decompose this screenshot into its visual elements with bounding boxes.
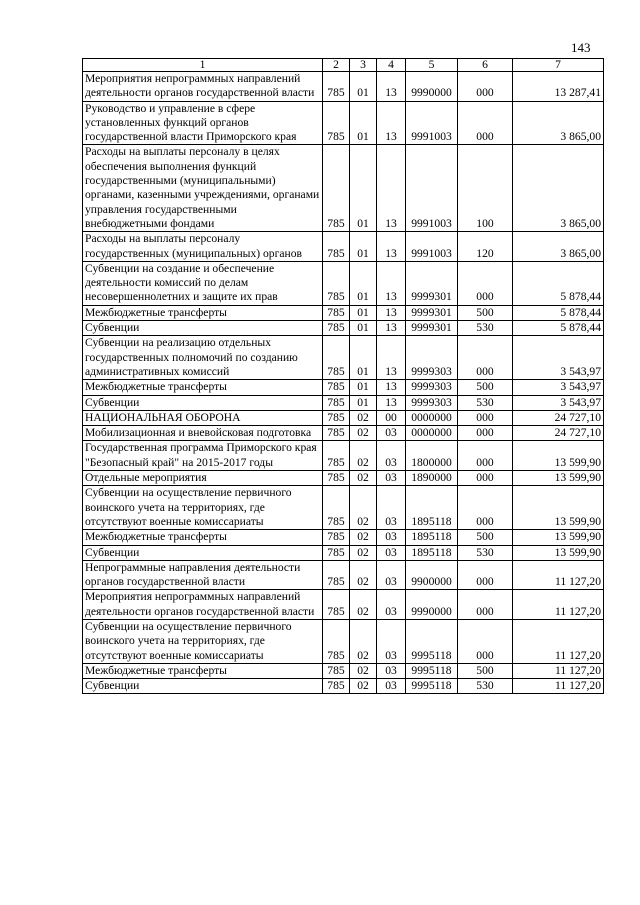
row-code-3: 02 [350, 679, 377, 694]
row-code-4: 13 [377, 101, 406, 145]
table-row [83, 380, 604, 395]
row-code-2: 785 [323, 530, 350, 545]
row-amount: 11 127,20 [513, 679, 604, 694]
table-row [83, 560, 604, 590]
row-code-3: 01 [350, 395, 377, 410]
column-header: 5 [406, 59, 458, 72]
row-code-5: 1895118 [406, 530, 458, 545]
row-amount: 13 599,90 [513, 545, 604, 560]
row-code-4: 13 [377, 336, 406, 380]
row-code-3: 02 [350, 545, 377, 560]
row-code-5: 9990000 [406, 72, 458, 102]
row-name: Мероприятия непрограммных направлений деятельности органов государственной власти [83, 72, 323, 102]
row-amount: 3 865,00 [513, 145, 604, 232]
column-header: 7 [513, 59, 604, 72]
row-code-4: 13 [377, 145, 406, 232]
row-code-6: 000 [458, 486, 513, 530]
row-code-2: 785 [323, 426, 350, 441]
row-code-3: 01 [350, 145, 377, 232]
row-amount: 3 543,97 [513, 395, 604, 410]
row-code-2: 785 [323, 336, 350, 380]
row-code-3: 02 [350, 441, 377, 471]
row-amount: 13 599,90 [513, 441, 604, 471]
row-code-4: 03 [377, 486, 406, 530]
row-code-6: 000 [458, 441, 513, 471]
row-amount: 24 727,10 [513, 410, 604, 425]
row-code-6: 530 [458, 321, 513, 336]
row-code-5: 9991003 [406, 232, 458, 262]
row-code-2: 785 [323, 395, 350, 410]
row-code-6: 000 [458, 410, 513, 425]
row-code-6: 000 [458, 590, 513, 620]
row-name: Субвенции [83, 321, 323, 336]
row-code-6: 530 [458, 679, 513, 694]
row-name: Субвенции на реализацию отдельных государственных полномочий по созданию административных комиссий [83, 336, 323, 380]
row-code-5: 9995118 [406, 619, 458, 663]
row-code-5: 9991003 [406, 101, 458, 145]
row-code-5: 9999303 [406, 336, 458, 380]
row-code-4: 13 [377, 232, 406, 262]
row-code-4: 13 [377, 261, 406, 305]
table-row [83, 321, 604, 336]
row-amount: 24 727,10 [513, 426, 604, 441]
row-amount: 3 543,97 [513, 336, 604, 380]
row-code-5: 1800000 [406, 441, 458, 471]
table-row [83, 305, 604, 320]
table-row [83, 336, 604, 380]
row-code-3: 01 [350, 261, 377, 305]
table-row [83, 486, 604, 530]
table-row [83, 395, 604, 410]
row-code-6: 530 [458, 395, 513, 410]
row-code-3: 01 [350, 101, 377, 145]
row-code-3: 01 [350, 232, 377, 262]
table-row [83, 232, 604, 262]
row-amount: 13 287,41 [513, 72, 604, 102]
row-amount: 11 127,20 [513, 663, 604, 678]
table-row [83, 145, 604, 232]
row-code-2: 785 [323, 380, 350, 395]
table-row [83, 261, 604, 305]
row-code-6: 000 [458, 426, 513, 441]
row-code-2: 785 [323, 321, 350, 336]
row-name: Субвенции [83, 679, 323, 694]
row-amount: 5 878,44 [513, 261, 604, 305]
row-code-2: 785 [323, 590, 350, 620]
row-code-5: 9999301 [406, 261, 458, 305]
row-code-3: 01 [350, 305, 377, 320]
row-name: Субвенции на создание и обеспечение деятельности комиссий по делам несовершеннолетних и защите их прав [83, 261, 323, 305]
row-code-2: 785 [323, 72, 350, 102]
row-amount: 3 865,00 [513, 101, 604, 145]
row-code-6: 000 [458, 619, 513, 663]
row-code-2: 785 [323, 486, 350, 530]
row-code-4: 13 [377, 72, 406, 102]
row-code-5: 9990000 [406, 590, 458, 620]
row-code-4: 03 [377, 545, 406, 560]
row-code-3: 01 [350, 380, 377, 395]
row-code-2: 785 [323, 663, 350, 678]
row-code-2: 785 [323, 560, 350, 590]
row-code-5: 9995118 [406, 679, 458, 694]
row-name: Субвенции [83, 545, 323, 560]
row-code-5: 9900000 [406, 560, 458, 590]
row-amount: 13 599,90 [513, 530, 604, 545]
table-row [83, 471, 604, 486]
header-row [83, 59, 604, 72]
row-code-4: 03 [377, 471, 406, 486]
column-header: 2 [323, 59, 350, 72]
row-code-4: 03 [377, 663, 406, 678]
row-code-6: 500 [458, 380, 513, 395]
row-code-3: 02 [350, 486, 377, 530]
row-code-6: 000 [458, 336, 513, 380]
row-code-5: 1890000 [406, 471, 458, 486]
row-code-4: 03 [377, 590, 406, 620]
row-code-2: 785 [323, 145, 350, 232]
table-row [83, 426, 604, 441]
row-code-5: 9999303 [406, 395, 458, 410]
row-code-5: 1895118 [406, 545, 458, 560]
row-code-5: 0000000 [406, 426, 458, 441]
row-code-3: 02 [350, 471, 377, 486]
row-name: Межбюджетные трансферты [83, 663, 323, 678]
row-code-6: 100 [458, 145, 513, 232]
table-row [83, 619, 604, 663]
row-name: Государственная программа Приморского края "Безопасный край" на 2015-2017 годы [83, 441, 323, 471]
table-row [83, 72, 604, 102]
table-row [83, 410, 604, 425]
row-amount: 11 127,20 [513, 619, 604, 663]
row-code-6: 000 [458, 72, 513, 102]
table-row [83, 590, 604, 620]
row-code-2: 785 [323, 441, 350, 471]
row-code-4: 13 [377, 321, 406, 336]
row-code-2: 785 [323, 305, 350, 320]
row-code-5: 9999301 [406, 321, 458, 336]
row-code-2: 785 [323, 679, 350, 694]
row-code-2: 785 [323, 261, 350, 305]
row-code-6: 000 [458, 101, 513, 145]
row-amount: 3 865,00 [513, 232, 604, 262]
row-name: Мобилизационная и вневойсковая подготовка [83, 426, 323, 441]
column-header: 1 [83, 59, 323, 72]
row-code-2: 785 [323, 232, 350, 262]
row-code-6: 500 [458, 530, 513, 545]
row-name: Руководство и управление в сфере установленных функций органов государственной власти Приморского края [83, 101, 323, 145]
row-code-5: 9991003 [406, 145, 458, 232]
row-code-6: 000 [458, 471, 513, 486]
row-name: НАЦИОНАЛЬНАЯ ОБОРОНА [83, 410, 323, 425]
row-code-4: 03 [377, 619, 406, 663]
row-code-6: 530 [458, 545, 513, 560]
row-code-3: 02 [350, 410, 377, 425]
row-code-4: 13 [377, 305, 406, 320]
row-name: Расходы на выплаты персоналу в целях обеспечения выполнения функций государственными (муниципальными) органами, казенными учреждениями, органами управления государственными внебюджетными фондами [83, 145, 323, 232]
row-code-6: 500 [458, 305, 513, 320]
row-code-6: 500 [458, 663, 513, 678]
table-row [83, 679, 604, 694]
table-row [83, 530, 604, 545]
row-name: Межбюджетные трансферты [83, 530, 323, 545]
row-code-4: 03 [377, 560, 406, 590]
row-code-5: 1895118 [406, 486, 458, 530]
row-code-3: 01 [350, 72, 377, 102]
row-code-3: 01 [350, 336, 377, 380]
row-code-3: 01 [350, 321, 377, 336]
row-code-5: 9999301 [406, 305, 458, 320]
row-name: Непрограммные направления деятельности органов государственной власти [83, 560, 323, 590]
row-amount: 11 127,20 [513, 590, 604, 620]
row-name: Субвенции [83, 395, 323, 410]
row-code-2: 785 [323, 101, 350, 145]
row-name: Расходы на выплаты персоналу государственных (муниципальных) органов [83, 232, 323, 262]
row-name: Мероприятия непрограммных направлений деятельности органов государственной власти [83, 590, 323, 620]
row-amount: 11 127,20 [513, 560, 604, 590]
row-code-4: 13 [377, 380, 406, 395]
row-code-2: 785 [323, 545, 350, 560]
row-code-3: 02 [350, 530, 377, 545]
row-code-5: 9999303 [406, 380, 458, 395]
row-code-3: 02 [350, 426, 377, 441]
row-name: Субвенции на осуществление первичного воинского учета на территориях, где отсутствуют военные комиссариаты [83, 486, 323, 530]
row-code-2: 785 [323, 410, 350, 425]
row-code-4: 03 [377, 426, 406, 441]
column-header: 3 [350, 59, 377, 72]
row-code-4: 13 [377, 395, 406, 410]
row-name: Отдельные мероприятия [83, 471, 323, 486]
row-code-2: 785 [323, 471, 350, 486]
row-code-3: 02 [350, 619, 377, 663]
budget-table [82, 58, 604, 694]
row-name: Межбюджетные трансферты [83, 305, 323, 320]
row-code-6: 000 [458, 560, 513, 590]
column-header: 6 [458, 59, 513, 72]
row-amount: 13 599,90 [513, 471, 604, 486]
row-amount: 13 599,90 [513, 486, 604, 530]
row-code-5: 0000000 [406, 410, 458, 425]
row-amount: 5 878,44 [513, 305, 604, 320]
row-code-2: 785 [323, 619, 350, 663]
row-code-6: 120 [458, 232, 513, 262]
table-row [83, 441, 604, 471]
table-row [83, 101, 604, 145]
row-code-3: 02 [350, 663, 377, 678]
row-code-4: 00 [377, 410, 406, 425]
row-amount: 3 543,97 [513, 380, 604, 395]
row-code-4: 03 [377, 530, 406, 545]
row-amount: 5 878,44 [513, 321, 604, 336]
row-name: Межбюджетные трансферты [83, 380, 323, 395]
page-number: 143 [571, 40, 591, 55]
table-row [83, 545, 604, 560]
row-name: Субвенции на осуществление первичного воинского учета на территориях, где отсутствуют военные комиссариаты [83, 619, 323, 663]
row-code-6: 000 [458, 261, 513, 305]
row-code-3: 02 [350, 590, 377, 620]
row-code-5: 9995118 [406, 663, 458, 678]
table-row [83, 663, 604, 678]
column-header: 4 [377, 59, 406, 72]
row-code-4: 03 [377, 441, 406, 471]
row-code-3: 02 [350, 560, 377, 590]
row-code-4: 03 [377, 679, 406, 694]
